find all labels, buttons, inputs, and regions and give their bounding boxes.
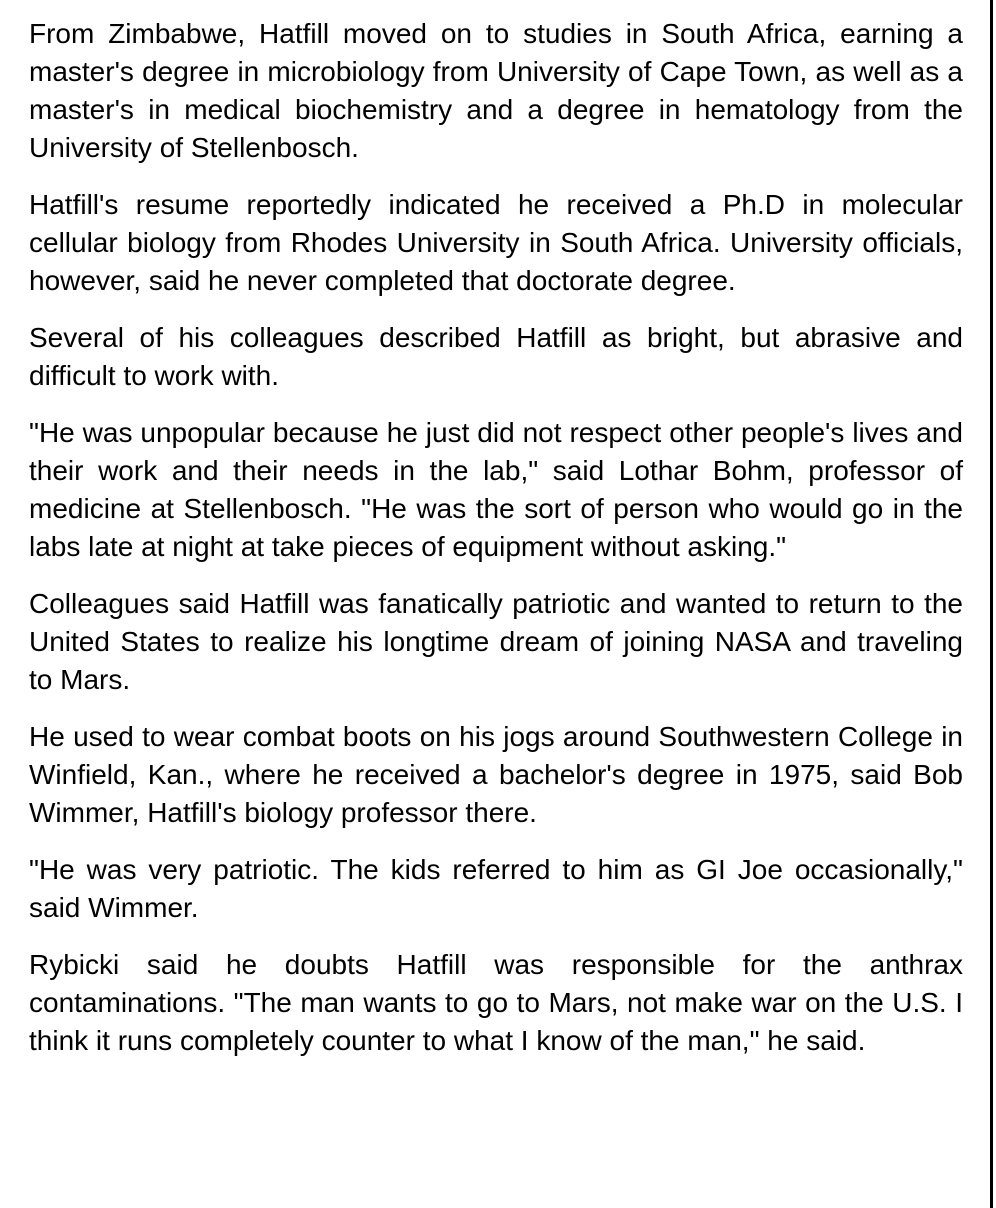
paragraph-combat-boots: He used to wear combat boots on his jogs around Southwestern College in Winfield, Kan., where he received a bachelor's degree in 1975, said Bob Wimmer, Hatfill's biology professor there. [29,721,963,828]
paragraph-gi-joe-quote: "He was very patriotic. The kids referred to him as GI Joe occasionally," said Wimmer. [29,854,963,923]
article-body [29,15,963,1079]
paragraph-zimbabwe-studies: From Zimbabwe, Hatfill moved on to studies in South Africa, earning a master's degree in microbiology from University of Cape Town, as well as a master's in medical biochemistry and a degree in hematology from the University of Stellenbosch. [29,18,963,163]
paragraph-colleagues-description: Several of his colleagues described Hatfill as bright, but abrasive and difficult to work with. [29,322,963,391]
paragraph-resume-phd: Hatfill's resume reportedly indicated he received a Ph.D in molecular cellular biology from Rhodes University in South Africa. University officials, however, said he never completed that doctorate degree. [29,189,963,296]
paragraph-rybicki-quote: Rybicki said he doubts Hatfill was responsible for the anthrax contaminations. "The man wants to go to Mars, not make war on the U.S. I think it runs completely counter to what I know of the man," he said. [29,949,963,1056]
paragraph-patriotic-nasa: Colleagues said Hatfill was fanatically patriotic and wanted to return to the United States to realize his longtime dream of joining NASA and traveling to Mars. [29,588,963,695]
paragraph-bohm-quote: "He was unpopular because he just did not respect other people's lives and their work and their needs in the lab," said Lothar Bohm, professor of medicine at Stellenbosch. "He was the sort of person who would go in the labs late at night at take pieces of equipment without asking." [29,417,963,562]
